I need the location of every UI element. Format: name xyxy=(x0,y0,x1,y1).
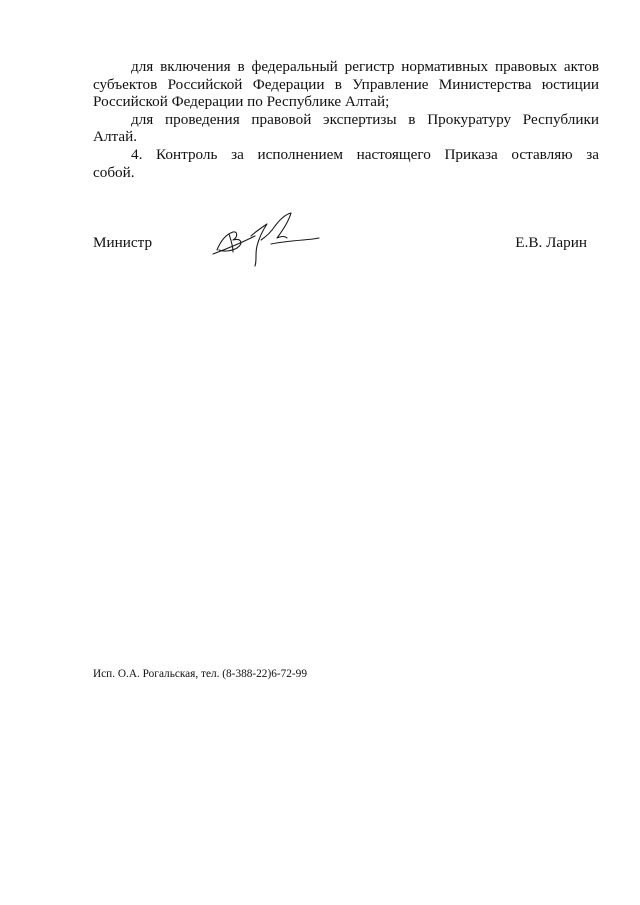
executor-contact: Исп. О.А. Рогальская, тел. (8-388-22)6-72-99 xyxy=(93,668,307,680)
item-4-line xyxy=(93,146,599,164)
item-4-number: 4. xyxy=(131,145,143,163)
item-4-word: за xyxy=(231,145,244,163)
item-4-word: Контроль xyxy=(156,145,218,163)
signature-block xyxy=(93,232,599,272)
item-4-word: настоящего xyxy=(356,145,431,163)
document-body xyxy=(93,58,599,181)
signer-name: Е.В. Ларин xyxy=(515,234,587,251)
signer-title: Министр xyxy=(93,234,153,251)
paragraph-registry: для включения в федеральный регистр нормативных правовых актов субъектов Российской Федерации в Управление Министерства юстиции Российской Федерации по Республике Алтай; xyxy=(93,58,599,111)
item-4-word: оставляю xyxy=(511,145,573,163)
item-4-word: исполнением xyxy=(257,145,343,163)
item-4-tail: собой. xyxy=(93,163,135,181)
paragraph-prosecutor: для проведения правовой экспертизы в Прокуратуру Республики Алтай. xyxy=(93,110,599,146)
handwritten-signature xyxy=(211,210,321,270)
item-4-word: Приказа xyxy=(444,145,498,163)
item-4-word: за xyxy=(586,145,599,163)
